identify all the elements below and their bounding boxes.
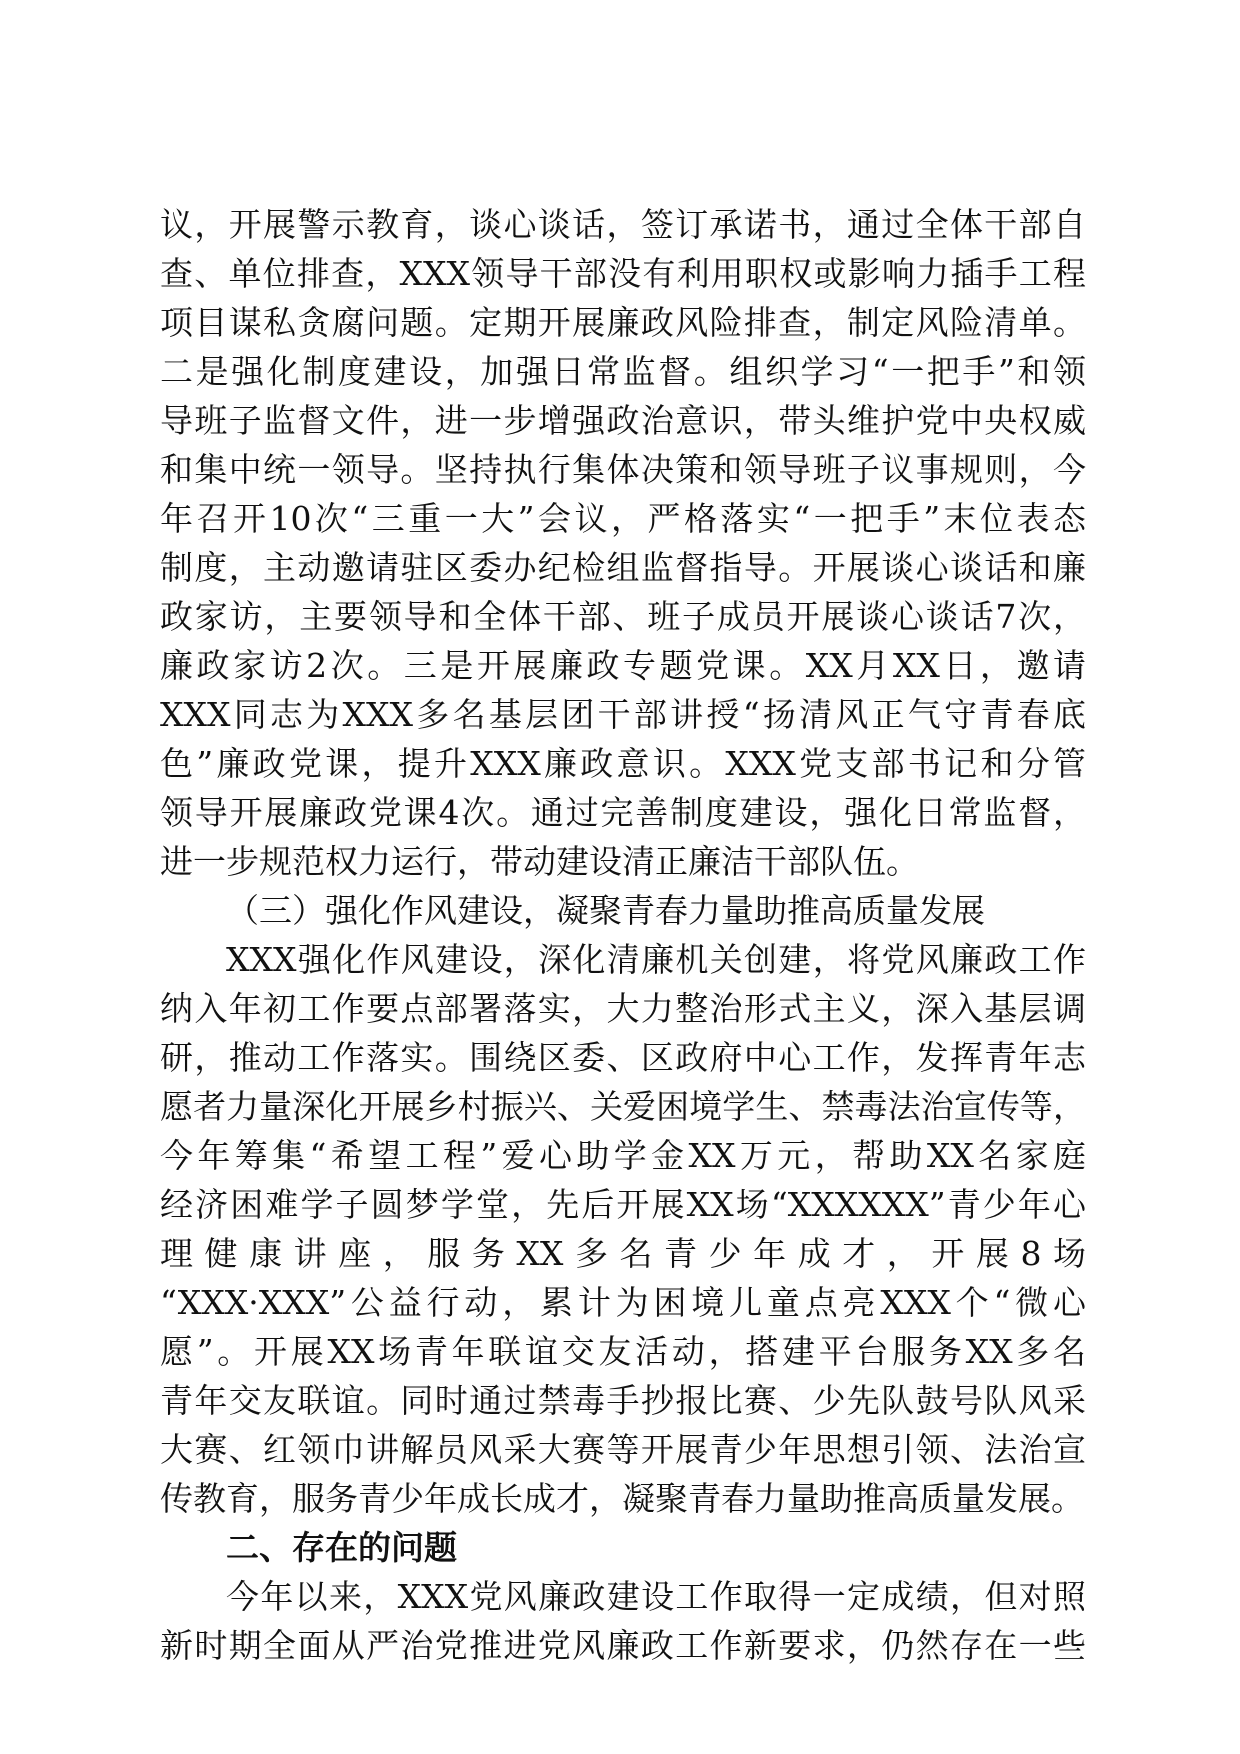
body-line: 传教育，服务青少年成长成才，凝聚青春力量助推高质量发展。: [160, 1479, 1084, 1518]
body-line: 制度，主动邀请驻区委办纪检组监督指导。开展谈心谈话和廉: [160, 548, 1086, 587]
body-line: 愿者力量深化开展乡村振兴、关爱困境学生、禁毒法治宣传等，: [160, 1087, 1086, 1126]
body-line: 进一步规范权力运行，带动建设清正廉洁干部队伍。: [160, 842, 919, 881]
body-line: 和集中统一领导。坚持执行集体决策和领导班子议事规则，今: [160, 450, 1086, 489]
body-line: 今年以来，XXX党风廉政建设工作取得一定成绩，但对照: [226, 1577, 1086, 1616]
body-line: 查、单位排查，XXX领导干部没有利用职权或影响力插手工程: [160, 254, 1086, 293]
body-line: 纳入年初工作要点部署落实，大力整治形式主义，深入基层调: [160, 989, 1086, 1028]
body-line: 导班子监督文件，进一步增强政治意识，带头维护党中央权威: [160, 401, 1086, 440]
body-line: 理健康讲座，服务XX多名青少年成才，开展8场: [160, 1234, 1086, 1273]
body-line: XXX强化作风建设，深化清廉机关创建，将党风廉政工作: [226, 940, 1086, 979]
body-line: 研，推动工作落实。围绕区委、区政府中心工作，发挥青年志: [160, 1038, 1086, 1077]
body-line: 政家访，主要领导和全体干部、班子成员开展谈心谈话7次，: [160, 597, 1086, 636]
body-line: 经济困难学子圆梦学堂，先后开展XX场“XXXXXX”青少年心: [160, 1185, 1086, 1224]
body-line: 议，开展警示教育，谈心谈话，签订承诺书，通过全体干部自: [160, 205, 1086, 244]
body-line: 领导开展廉政党课4次。通过完善制度建设，强化日常监督，: [160, 793, 1086, 832]
body-line: 廉政家访2次。三是开展廉政专题党课。XX月XX日，邀请: [160, 646, 1086, 685]
body-line: 二是强化制度建设，加强日常监督。组织学习“一把手”和领: [160, 352, 1086, 391]
body-line: 年召开10次“三重一大”会议，严格落实“一把手”末位表态: [160, 499, 1086, 538]
body-line: XXX同志为XXX多名基层团干部讲授“扬清风正气守青春底: [160, 695, 1086, 734]
subsection-heading: （三）强化作风建设，凝聚青春力量助推高质量发展: [226, 891, 985, 930]
body-line: 愿”。开展XX场青年联谊交友活动，搭建平台服务XX多名: [160, 1332, 1086, 1371]
body-line: 项目谋私贪腐问题。定期开展廉政风险排查，制定风险清单。: [160, 303, 1086, 342]
body-line: 大赛、红领巾讲解员风采大赛等开展青少年思想引领、法治宣: [160, 1430, 1086, 1469]
body-line: 今年筹集“希望工程”爱心助学金XX万元，帮助XX名家庭: [160, 1136, 1086, 1175]
body-line: 新时期全面从严治党推进党风廉政工作新要求，仍然存在一些: [160, 1626, 1086, 1665]
body-line: 青年交友联谊。同时通过禁毒手抄报比赛、少先队鼓号队风采: [160, 1381, 1086, 1420]
body-line: 色”廉政党课，提升XXX廉政意识。XXX党支部书记和分管: [160, 744, 1086, 783]
section-heading: 二、存在的问题: [226, 1528, 457, 1567]
document-body: [160, 200, 1086, 1670]
body-line: “XXX·XXX”公益行动，累计为困境儿童点亮XXX个“微心: [160, 1283, 1086, 1322]
